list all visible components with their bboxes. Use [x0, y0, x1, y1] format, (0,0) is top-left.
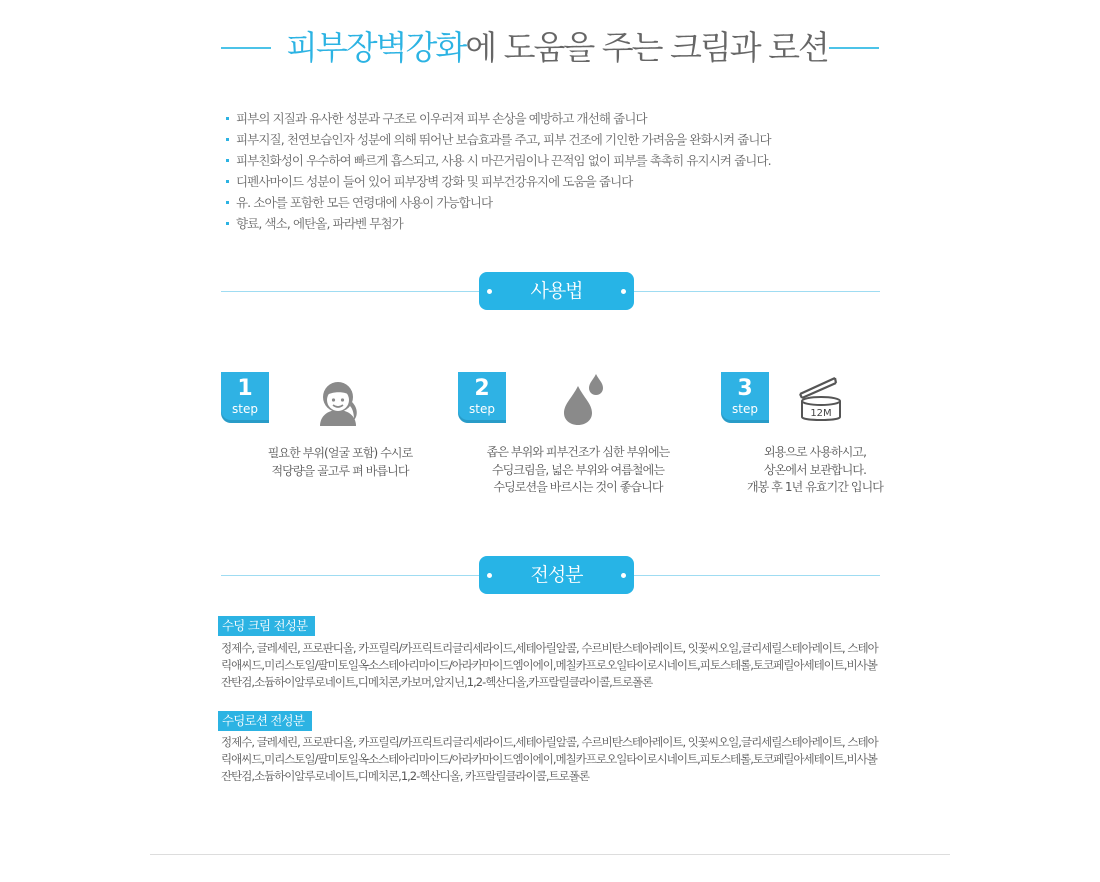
bullet-icon — [226, 201, 229, 204]
usage-heading-pill — [479, 272, 634, 310]
ingredients-heading: 전성분 — [530, 564, 583, 586]
step-badge — [721, 372, 769, 423]
step-badge — [221, 372, 269, 423]
lotion-ingredients-label: 수딩로션 전성분 — [218, 711, 312, 731]
girl-face-icon — [310, 372, 366, 428]
step-number: 2 — [474, 376, 490, 401]
step-badge — [458, 372, 506, 423]
step-number: 3 — [737, 376, 753, 401]
step-number: 1 — [237, 376, 253, 401]
usage-heading: 사용법 — [530, 280, 583, 302]
bullet-icon — [226, 117, 229, 120]
cream-ingredients-label: 수딩 크림 전성분 — [218, 616, 315, 636]
cream-ingredients-text: 정제수, 글레세린, 프로판디올, 카프릴릭/카프릭트리글리세라이드,세테아릴알콜, 수르비탄스테아레이트, 잇꽃씨오일,글리세릴스테아레이트, 스테아릭애씨드,미리스토일/팔미토일옥소스테아리마이드/아라카마이드엠이에이,메칠카프로오일타이로시네이트,피토스테롤,토코페릴아세테이트,비사볼잔탄검,소듐하이알루로네이트,디메치콘,카보머,알지닌,1,2-헥산디올,카프랄릴클라이콜,트로폴론 — [221, 641, 878, 689]
bullet-icon — [226, 138, 229, 141]
dot-icon — [487, 573, 492, 578]
bottom-divider — [150, 854, 950, 855]
dot-icon — [621, 289, 626, 294]
lotion-ingredients-text: 정제수, 글레세린, 프로판디올, 카프릴릭/카프릭트리글리세라이드,세테아릴알콜, 수르비탄스테아레이트, 잇꽃씨오일,글리세릴스테아레이트, 스테아릭애씨드,미리스토일/팔미토일옥소스테아리마이드/아라카마이드엠이에이,메칠카프로오일타이로시네이트,피토스테롤,토코페릴아세테이트,비사볼잔탄검,소듐하이알루로네이트,디메치콘,1,2-헥산디올, 카프랄릴클라이콜,트로폴론 — [221, 735, 878, 783]
feature-item: 유. 소아를 포함한 모든 연령대에 사용이 가능합니다 — [226, 192, 771, 213]
title-rest: 에 도움을 주는 크림과 로션 — [465, 28, 828, 67]
step-description: 필요한 부위(얼굴 포함) 수시로 적당량을 골고루 펴 바릅니다 — [267, 446, 413, 478]
feature-item: 피부지질, 천연보습인자 성분에 의해 뛰어난 보습효과를 주고, 피부 건조에 기인한 가려움을 완화시켜 줍니다 — [226, 129, 771, 150]
feature-item: 디펜사마이드 성분이 들어 있어 피부장벽 강화 및 피부건강유지에 도움을 줍니다 — [226, 171, 771, 192]
usage-section-header — [221, 272, 880, 310]
title-highlight: 피부장벽강화 — [286, 28, 466, 67]
step-description: 좁은 부위와 피부건조가 심한 부위에는 수딩크림을, 넓은 부위와 여름철에는 수딩로션을 바르시는 것이 좋습니다 — [486, 445, 670, 494]
dot-icon — [621, 573, 626, 578]
feature-item: 향료, 색소, 에탄올, 파라벤 무첨가 — [226, 213, 771, 234]
page-title — [286, 22, 828, 74]
title-row — [0, 22, 1100, 74]
open-jar-12m-icon — [797, 372, 845, 424]
water-drops-icon — [562, 372, 606, 426]
ingredients-section-header — [221, 556, 880, 594]
bullet-icon — [226, 180, 229, 183]
title-right-line — [829, 47, 879, 49]
feature-item: 피부친화성이 우수하여 빠르게 흡스되고, 사용 시 마끈거림이나 끈적임 없이 피부를 촉촉히 유지시켜 줍니다. — [226, 150, 771, 171]
bullet-icon — [226, 159, 229, 162]
feature-list — [226, 108, 771, 234]
step-label: step — [732, 402, 758, 416]
dot-icon — [487, 289, 492, 294]
title-left-line — [221, 47, 271, 49]
ingredients-heading-pill — [479, 556, 634, 594]
step-label: step — [469, 402, 495, 416]
jar-icon-text: 12M — [810, 408, 832, 419]
step-description: 외용으로 사용하시고, 상온에서 보관합니다. 개봉 후 1년 유효기간 입니다 — [746, 445, 883, 494]
bullet-icon — [226, 222, 229, 225]
feature-item: 피부의 지질과 유사한 성분과 구조로 이우러져 피부 손상을 예방하고 개선해 줍니다 — [226, 108, 771, 129]
step-label: step — [232, 402, 258, 416]
